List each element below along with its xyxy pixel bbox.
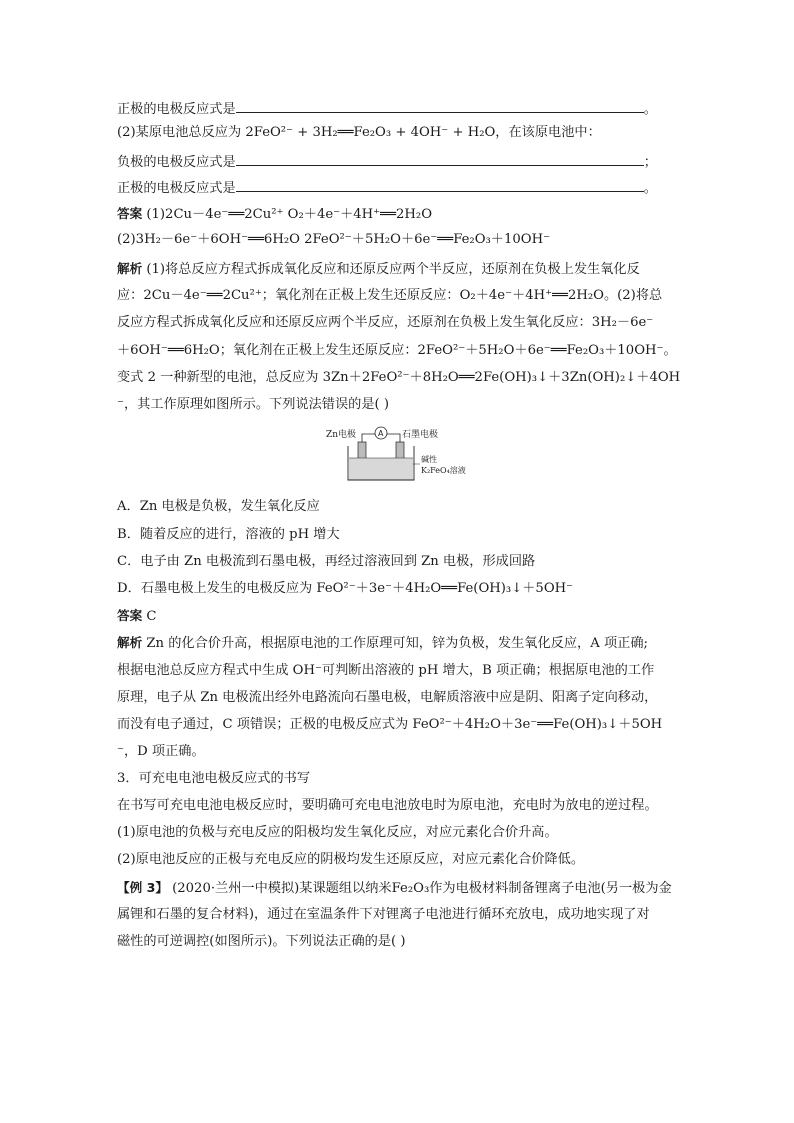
question-line-negative (117, 151, 657, 173)
line-punct: ； (643, 155, 657, 170)
line-punct: 。 (643, 102, 657, 117)
analysis-label: 解析 (117, 635, 143, 650)
solution-label-1: 碱性 (421, 455, 437, 464)
variant-2-line-1: 变式 2 一种新型的电池，总反应为 3Zn＋2FeO²⁻＋8H₂O══2Fe(OH)₃↓＋3Zn(OH)₂↓＋4OH (117, 370, 681, 385)
line-text: 正极的电极反应式是 (117, 181, 236, 196)
line-punct: 。 (643, 181, 657, 196)
example-3-line-2: 属锂和石墨的复合材料)，通过在室温条件下对锂离子电池进行循环充放电，成功地实现了对 (117, 907, 650, 922)
answer-blank[interactable] (236, 177, 644, 192)
answer-label: 答案 (117, 608, 143, 623)
option-a[interactable]: A．Zn 电极是负极，发生氧化反应 (117, 499, 320, 514)
answer-blank[interactable] (236, 151, 644, 166)
analysis-2-line-1 (117, 633, 648, 654)
question-line-positive-2 (117, 177, 657, 199)
analysis-2-line-3: 原理，电子从 Zn 电极流出经外电路流向石墨电极，电解质溶液中应是阴、阳离子定向移动， (117, 690, 658, 705)
analysis-text: (1)将总反应方程式拆成氧化反应和还原反应两个半反应，还原剂在负极上发生氧化反 (142, 262, 640, 277)
section-3-paragraph-1: 在书写可充电电池电极反应时，要明确可充电电池放电时为原电池，充电时为放电的逆过程。 (117, 798, 658, 813)
section-3-title: 3．可充电电池电极反应式的书写 (117, 771, 311, 786)
analysis-2-line-2: 根据电池总反应方程式中生成 OH⁻可判断出溶液的 pH 增大，B 项正确；根据原电池的工作 (117, 663, 655, 678)
line-text: 正极的电极反应式是 (117, 102, 236, 117)
analysis-1-line-4: ＋6OH⁻══6H₂O；氧化剂在正极上发生还原反应：2FeO²⁻＋5H₂O＋6e⁻══Fe₂O₃＋10OH⁻。 (117, 343, 677, 358)
analysis-1-line-2: 应：2Cu－4e⁻══2Cu²⁺；氧化剂在正极上发生还原反应：O₂＋4e⁻＋4H⁺══2H₂O。(2)将总 (117, 288, 663, 303)
analysis-1-line-1 (117, 259, 640, 280)
option-c[interactable]: C．电子由 Zn 电极流到石墨电极，再经过溶液回到 Zn 电极，形成回路 (117, 554, 536, 569)
option-d[interactable]: D．石墨电极上发生的电极反应为 FeO²⁻＋3e⁻＋4H₂O══Fe(OH)₃↓＋5OH⁻ (117, 581, 574, 596)
variant-2-line-2: ⁻，其工作原理如图所示。下列说法错误的是( ) (117, 397, 390, 412)
answer-1b: (2)3H₂－6e⁻＋6OH⁻══6H₂O 2FeO²⁻＋5H₂O＋6e⁻══Fe₂O₃＋10OH⁻ (117, 232, 551, 247)
analysis-2-line-4: 而没有电子通过，C 项错误；正极的电极反应式为 FeO²⁻＋4H₂O＋3e⁻══Fe(OH)₃↓＋5OH (117, 717, 663, 732)
answer-blank[interactable] (236, 98, 644, 113)
battery-diagram (322, 424, 472, 486)
example-text: (2020·兰州一中模拟)某课题组以纳米Fe₂O₃作为电极材料制备锂离子电池(另一极为金 (167, 881, 672, 896)
line-text: 负极的电极反应式是 (117, 155, 236, 170)
example-tag: 【例 3】 (117, 880, 168, 895)
answer-text: (1)2Cu－4e⁻══2Cu²⁺ O₂＋4e⁻＋4H⁺══2H₂O (142, 207, 433, 222)
analysis-text: Zn 的化合价升高，根据原电池的工作原理可知，锌为负极，发生氧化反应，A 项正确; (142, 636, 648, 651)
answer-text: C (142, 609, 157, 624)
analysis-1-line-3: 反应方程式拆成氧化反应和还原反应两个半反应，还原剂在负极上发生氧化反应：3H₂－6e⁻ (117, 315, 654, 330)
question-line-positive-1 (117, 98, 657, 120)
ammeter-label: A (378, 429, 384, 438)
electrolyte (349, 458, 413, 480)
section-3-paragraph-2: (1)原电池的负极与充电反应的阳极均发生氧化反应，对应元素化合价升高。 (117, 825, 558, 840)
analysis-2-line-5: ⁻，D 项正确。 (117, 744, 205, 759)
section-3-paragraph-3: (2)原电池反应的正极与充电反应的阴极均发生还原反应，对应元素化合价降低。 (117, 852, 585, 867)
wire-right (387, 434, 400, 442)
question-line-2: (2)某原电池总反应为 2FeO²⁻ + 3H₂══Fe₂O₃ + 4OH⁻ + H₂O，在该原电池中： (117, 125, 601, 140)
zn-electrode-label: Zn电极 (326, 430, 357, 440)
example-3-line-3: 磁性的可逆调控(如图所示)。下列说法正确的是( ) (117, 934, 406, 949)
wire-left (362, 434, 375, 442)
answer-label: 答案 (117, 206, 143, 221)
option-b[interactable]: B．随着反应的进行，溶液的 pH 增大 (117, 527, 340, 542)
example-3-line-1 (117, 878, 672, 899)
solution-label-2: K₂FeO₄溶液 (421, 466, 466, 475)
answer-2 (117, 606, 156, 627)
analysis-label: 解析 (117, 261, 143, 276)
graphite-electrode-label: 石墨电极 (402, 430, 439, 440)
answer-1 (117, 204, 432, 225)
